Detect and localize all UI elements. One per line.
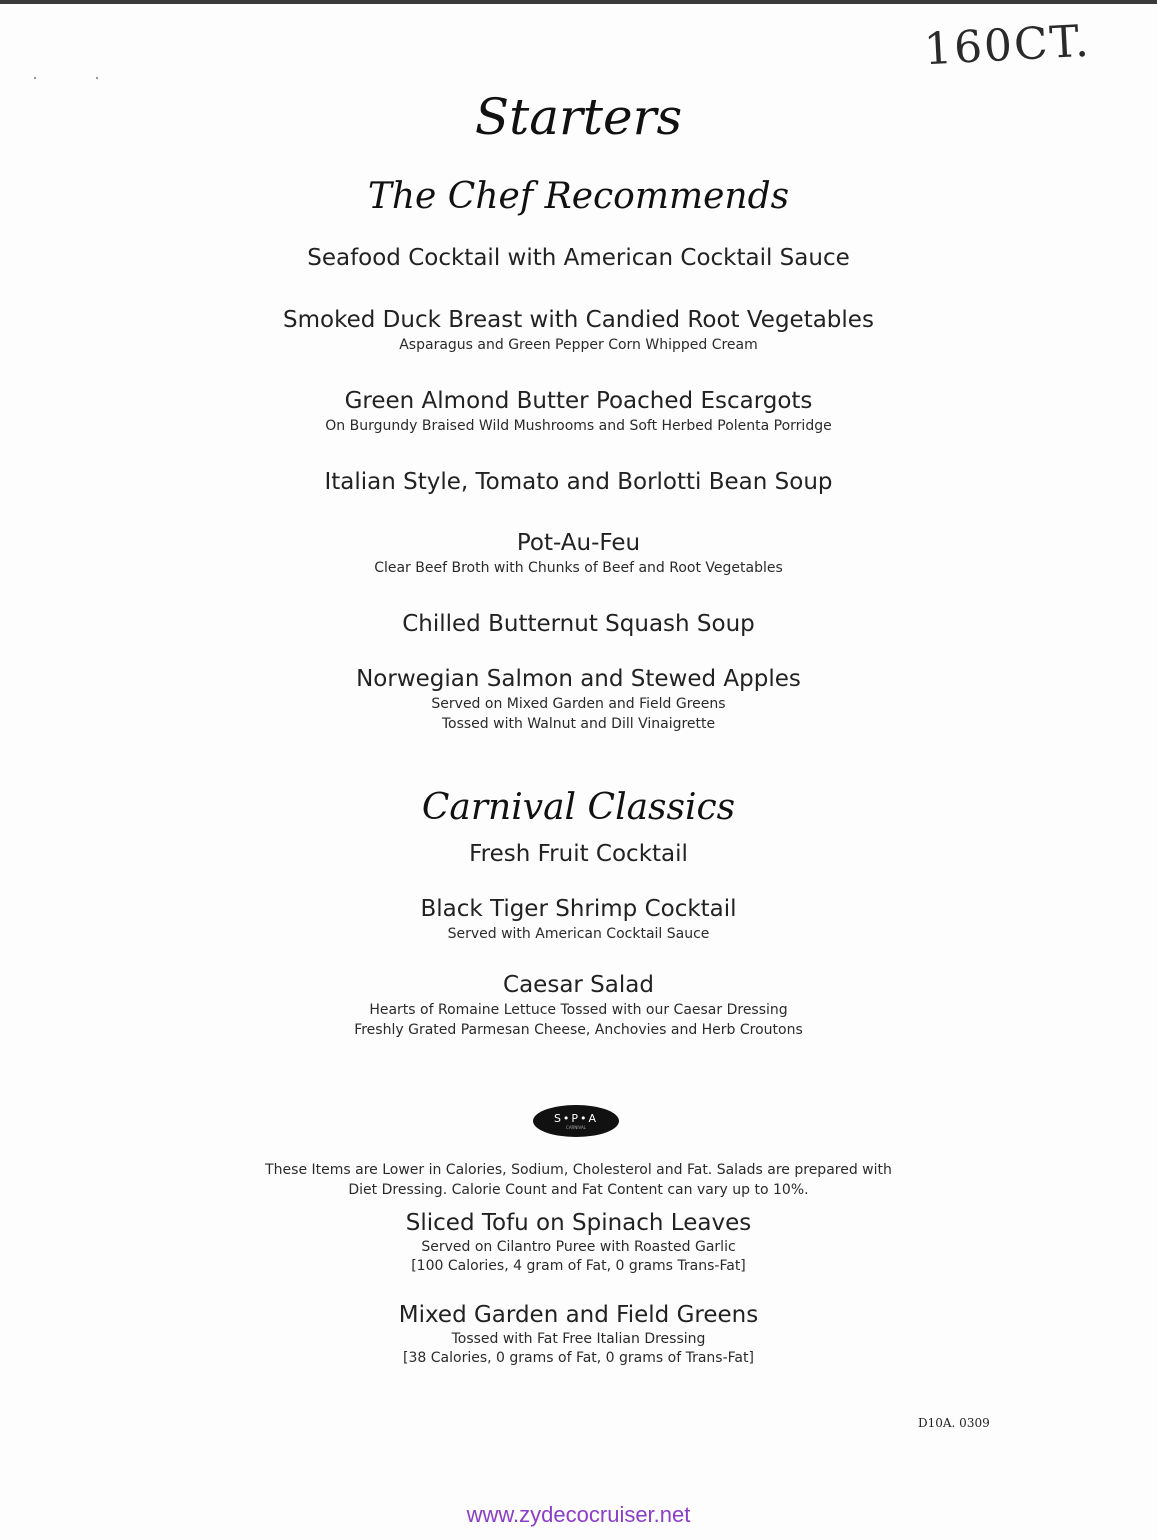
item-description: [38 Calories, 0 grams of Fat, 0 grams of Trans-Fat] [403,1350,754,1366]
item-name: Green Almond Butter Poached Escargots [344,388,813,414]
item-name: Chilled Butternut Squash Soup [402,611,755,637]
item-name: Fresh Fruit Cocktail [469,841,688,867]
handwritten-note: 160CT. [922,15,1092,76]
item-name: Seafood Cocktail with American Cocktail Sauce [307,245,850,271]
top-edge-bar [0,0,1157,4]
item-name: Black Tiger Shrimp Cocktail [420,896,737,922]
spa-note [0,1160,1157,1200]
spa-note-line: Diet Dressing. Calorie Count and Fat Content can vary up to 10%. [348,1182,809,1198]
item-description: Served on Mixed Garden and Field Greens [431,696,726,712]
section-heading-chef: The Chef Recommends [367,176,790,217]
spa-logo-subtext: CARNIVAL [566,1125,586,1130]
spa-note-line: These Items are Lower in Calories, Sodium, Cholesterol and Fat. Salads are prepared with [265,1162,892,1178]
speck [96,77,98,79]
menu-item [0,609,1157,639]
menu-item [0,386,1157,436]
item-name: Sliced Tofu on Spinach Leaves [405,1210,752,1236]
item-name: Italian Style, Tomato and Borlotti Bean Soup [324,469,833,495]
menu-item [0,243,1157,273]
item-name: Mixed Garden and Field Greens [398,1302,759,1328]
menu-item [0,1300,1157,1368]
item-description: Served on Cilantro Puree with Roasted Garlic [421,1239,736,1255]
item-description: Tossed with Walnut and Dill Vinaigrette [441,716,716,732]
speck [34,77,36,79]
item-description: On Burgundy Braised Wild Mushrooms and Soft Herbed Polenta Porridge [325,418,832,434]
spa-logo-text: S•P•A [553,1112,599,1125]
item-description: Hearts of Romaine Lettuce Tossed with our Caesar Dressing [369,1002,788,1018]
item-name: Pot-Au-Feu [516,530,641,556]
spa-logo [533,1105,619,1137]
item-name: Smoked Duck Breast with Candied Root Vegetables [283,307,874,333]
item-name: Norwegian Salmon and Stewed Apples [356,666,801,692]
menu-item [0,528,1157,578]
menu-item [0,664,1157,734]
menu-item [0,894,1157,944]
menu-code: D10A. 0309 [918,1416,990,1430]
menu-item [0,467,1157,497]
menu-item [0,305,1157,355]
item-description: Freshly Grated Parmesan Cheese, Anchovies and Herb Croutons [354,1022,803,1038]
menu-title: Starters [474,88,683,146]
item-description: Clear Beef Broth with Chunks of Beef and Root Vegetables [374,560,783,576]
item-name: Caesar Salad [503,972,654,998]
section-heading-classics: Carnival Classics [421,787,736,828]
item-description: Served with American Cocktail Sauce [447,926,710,942]
item-description: Tossed with Fat Free Italian Dressing [451,1331,706,1347]
item-description: Asparagus and Green Pepper Corn Whipped Cream [399,337,758,353]
watermark-url: www.zydecocruiser.net [466,1502,691,1527]
item-description: [100 Calories, 4 gram of Fat, 0 grams Trans-Fat] [411,1258,746,1274]
menu-item [0,839,1157,869]
menu-item [0,970,1157,1040]
menu-item [0,1208,1157,1276]
